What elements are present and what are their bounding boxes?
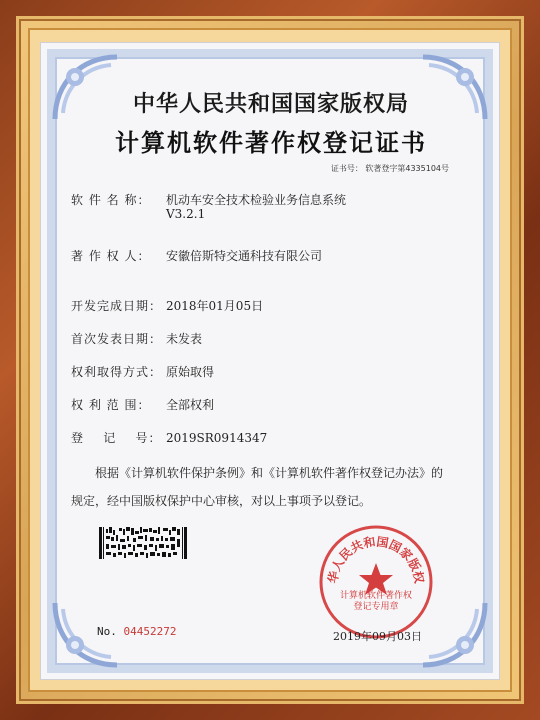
certificate-title: 计算机软件著作权登记证书 (115, 128, 427, 157)
scope-row (71, 396, 214, 413)
acquisition-row (71, 363, 214, 380)
version-value: V3.2.1 (166, 207, 206, 221)
statement-line: 根据《计算机软件保护条例》和《计算机软件著作权登记办法》的 (71, 466, 444, 480)
registration-number-label: 登 记 号： (71, 431, 162, 445)
software-name-row (71, 191, 346, 208)
serial-number-label: No. (97, 625, 117, 638)
seal-text-line: 计算机软件著作权 (339, 591, 412, 601)
dev-date-value: 2018年01月05日 (166, 299, 264, 313)
owner-label: 著 作 权 人： (71, 249, 151, 263)
serial-number (97, 625, 176, 638)
registration-number-row (71, 429, 267, 446)
serial-number-value: 04452272 (123, 625, 177, 638)
issue-date: 2019年09月03日 (333, 630, 422, 643)
owner-row (71, 247, 322, 264)
statement-line: 规定，经中国版权保护中心审核，对以上事项予以登记。 (71, 494, 372, 508)
software-name-label: 软 件 名 称： (71, 193, 151, 207)
dev-date-row (71, 297, 263, 314)
first-publish-row (71, 330, 202, 347)
software-name-value: 机动车安全技术检验业务信息系统 (166, 193, 347, 207)
acquisition-label: 权利取得方式： (71, 365, 163, 379)
official-seal-icon (317, 523, 435, 641)
dev-date-label: 开发完成日期： (71, 299, 163, 313)
first-publish-value: 未发表 (166, 332, 203, 346)
certificate-number: 证书号： 软著登字第4335104号 (330, 164, 449, 173)
registration-number-value: 2019SR0914347 (166, 431, 268, 445)
seal-arc-text: 华人民共和国国家版权 (325, 534, 427, 585)
certificate-paper (40, 42, 500, 680)
owner-value: 安徽倍斯特交通科技有限公司 (166, 249, 323, 263)
scope-label: 权 利 范 围： (71, 398, 151, 412)
scope-value: 全部权利 (166, 398, 215, 412)
acquisition-value: 原始取得 (166, 365, 215, 379)
2d-barcode-icon (99, 527, 187, 559)
issuing-authority: 中华人民共和国国家版权局 (132, 91, 409, 117)
statement-paragraph (71, 459, 481, 515)
first-publish-label: 首次发表日期： (71, 332, 163, 346)
seal-text-line: 登记专用章 (353, 602, 399, 612)
